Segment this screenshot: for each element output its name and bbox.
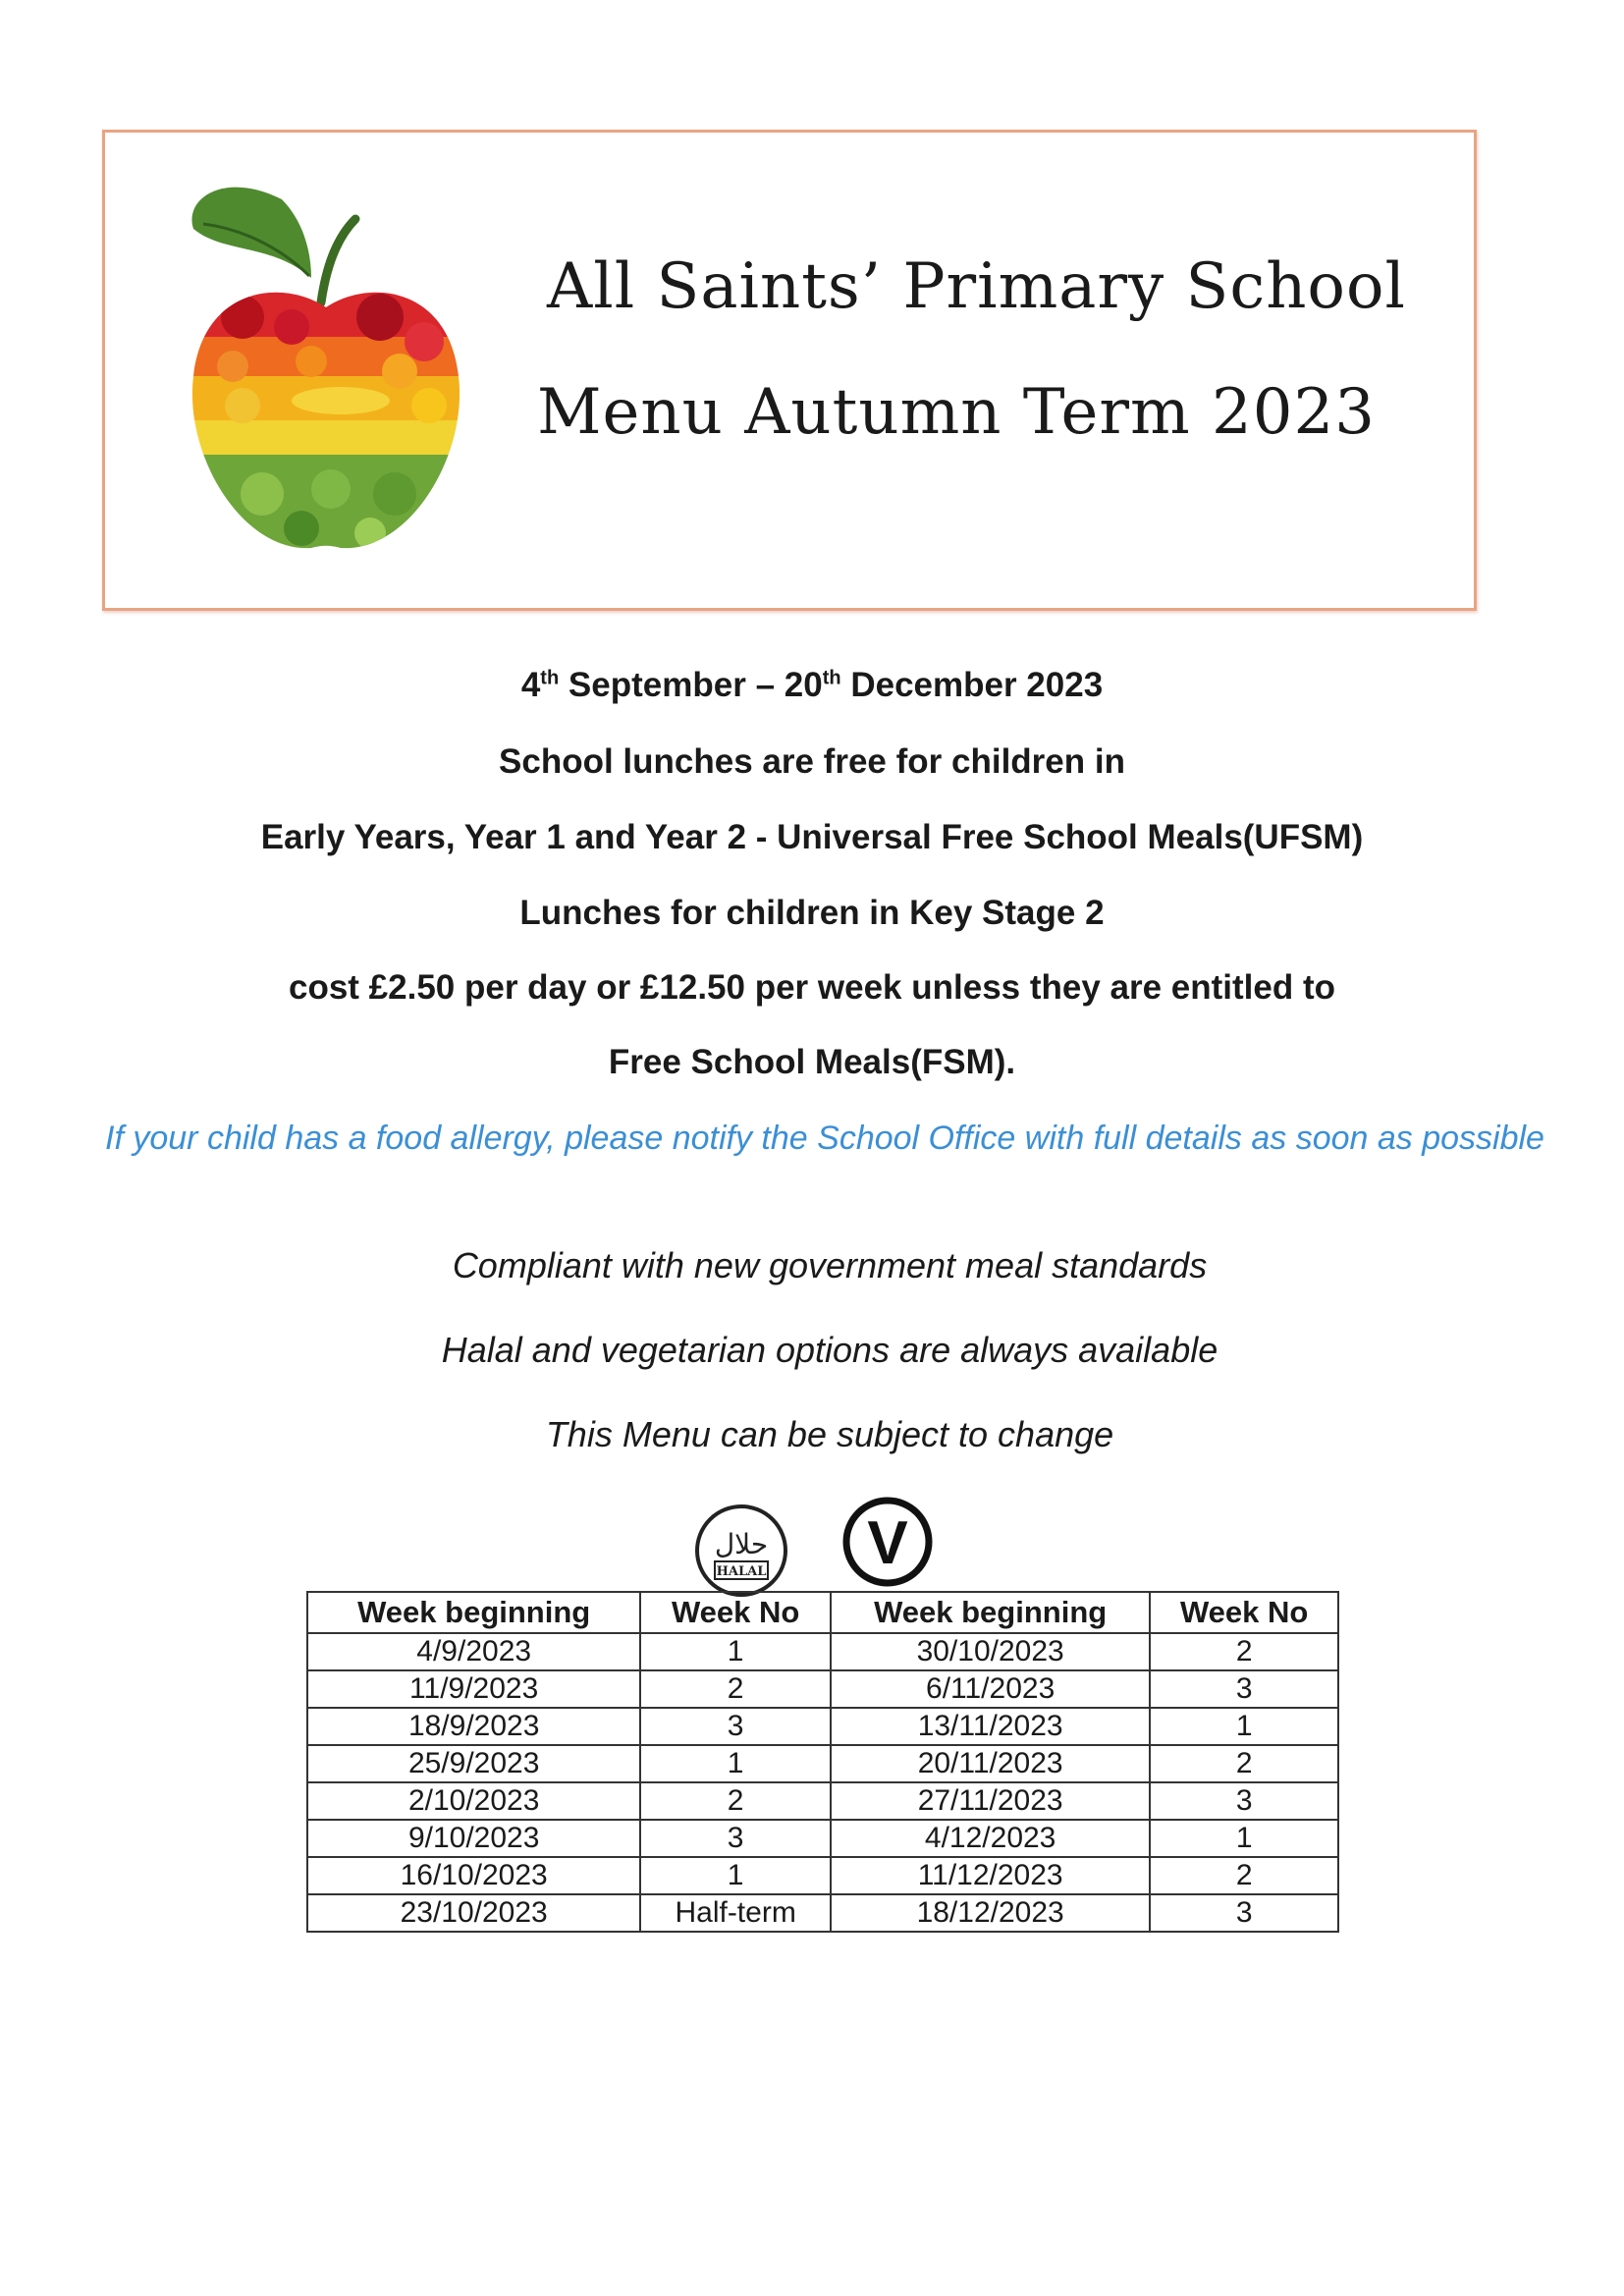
week-no-cell: 1	[1150, 1820, 1338, 1857]
cost-line: cost £2.50 per day or £12.50 per week unless they are entitled to	[288, 968, 1336, 1007]
week-beginning-cell: 9/10/2023	[307, 1820, 640, 1857]
week-beginning-cell: 30/10/2023	[831, 1633, 1150, 1670]
week-no-cell: Half-term	[640, 1894, 831, 1932]
week-beginning-cell: 25/9/2023	[307, 1745, 640, 1782]
week-no-cell: 2	[1150, 1857, 1338, 1894]
table-row	[307, 1708, 1338, 1745]
table-row	[307, 1633, 1338, 1670]
menu-title: Menu Autumn Term 2023	[537, 376, 1376, 449]
end-suffix: th	[822, 667, 841, 689]
end-month-year: December 2023	[850, 666, 1104, 704]
week-beginning-cell: 2/10/2023	[307, 1782, 640, 1820]
header-week-no-1: Week No	[640, 1592, 831, 1633]
header-week-beginning-1: Week beginning	[307, 1592, 640, 1633]
vegetarian-icon	[840, 1495, 935, 1589]
week-no-cell: 2	[640, 1670, 831, 1708]
week-no-cell: 2	[1150, 1745, 1338, 1782]
week-beginning-cell: 6/11/2023	[831, 1670, 1150, 1708]
halal-arabic-text: حلال	[714, 1528, 769, 1560]
halal-icon	[693, 1503, 789, 1599]
ufsm-line: Early Years, Year 1 and Year 2 - Universal Free School Meals(UFSM)	[260, 818, 1364, 856]
week-beginning-cell: 18/9/2023	[307, 1708, 640, 1745]
change-note: This Menu can be subject to change	[545, 1414, 1114, 1454]
fsm-line: Free School Meals(FSM).	[608, 1043, 1016, 1081]
week-beginning-cell: 11/9/2023	[307, 1670, 640, 1708]
free-lunch-line: School lunches are free for children in	[499, 742, 1125, 781]
week-beginning-cell: 20/11/2023	[831, 1745, 1150, 1782]
table-row	[307, 1894, 1338, 1932]
compliance-note: Compliant with new government meal standards	[452, 1245, 1208, 1285]
allergy-notice: If your child has a food allergy, please notify the School Office with full details as soon as possible	[105, 1120, 1544, 1157]
week-beginning-cell: 11/12/2023	[831, 1857, 1150, 1894]
week-beginning-cell: 13/11/2023	[831, 1708, 1150, 1745]
header-week-beginning-2: Week beginning	[831, 1592, 1150, 1633]
week-no-cell: 2	[640, 1782, 831, 1820]
header-box	[102, 130, 1477, 611]
week-no-cell: 1	[640, 1633, 831, 1670]
fruit-vegetable-apple-logo	[164, 160, 488, 573]
table-row	[307, 1820, 1338, 1857]
table-row	[307, 1745, 1338, 1782]
date-dash: –	[755, 666, 776, 704]
start-suffix: th	[540, 667, 560, 689]
week-no-cell: 3	[640, 1820, 831, 1857]
week-no-cell: 3	[640, 1708, 831, 1745]
week-beginning-cell: 18/12/2023	[831, 1894, 1150, 1932]
halal-label: HALAL	[716, 1564, 767, 1579]
table-row	[307, 1857, 1338, 1894]
start-month: September	[568, 666, 746, 704]
table-row	[307, 1670, 1338, 1708]
week-beginning-cell: 27/11/2023	[831, 1782, 1150, 1820]
week-beginning-cell: 23/10/2023	[307, 1894, 640, 1932]
week-beginning-cell: 16/10/2023	[307, 1857, 640, 1894]
header-week-no-2: Week No	[1150, 1592, 1338, 1633]
week-no-cell: 3	[1150, 1670, 1338, 1708]
week-no-cell: 1	[640, 1745, 831, 1782]
week-no-cell: 3	[1150, 1782, 1338, 1820]
start-day: 4	[520, 666, 541, 704]
week-beginning-cell: 4/9/2023	[307, 1633, 640, 1670]
week-no-cell: 2	[1150, 1633, 1338, 1670]
week-schedule-table	[306, 1591, 1339, 1933]
week-no-cell: 3	[1150, 1894, 1338, 1932]
term-dates	[0, 666, 1624, 705]
key-stage-line: Lunches for children in Key Stage 2	[519, 894, 1105, 932]
halal-veg-note: Halal and vegetarian options are always available	[441, 1330, 1218, 1370]
week-no-cell: 1	[640, 1857, 831, 1894]
school-name: All Saints’ Primary School	[547, 250, 1406, 323]
week-beginning-cell: 4/12/2023	[831, 1820, 1150, 1857]
week-no-cell: 1	[1150, 1708, 1338, 1745]
veg-letter: V	[867, 1509, 908, 1577]
end-day: 20	[784, 666, 823, 704]
table-row	[307, 1782, 1338, 1820]
table-header-row	[307, 1592, 1338, 1633]
